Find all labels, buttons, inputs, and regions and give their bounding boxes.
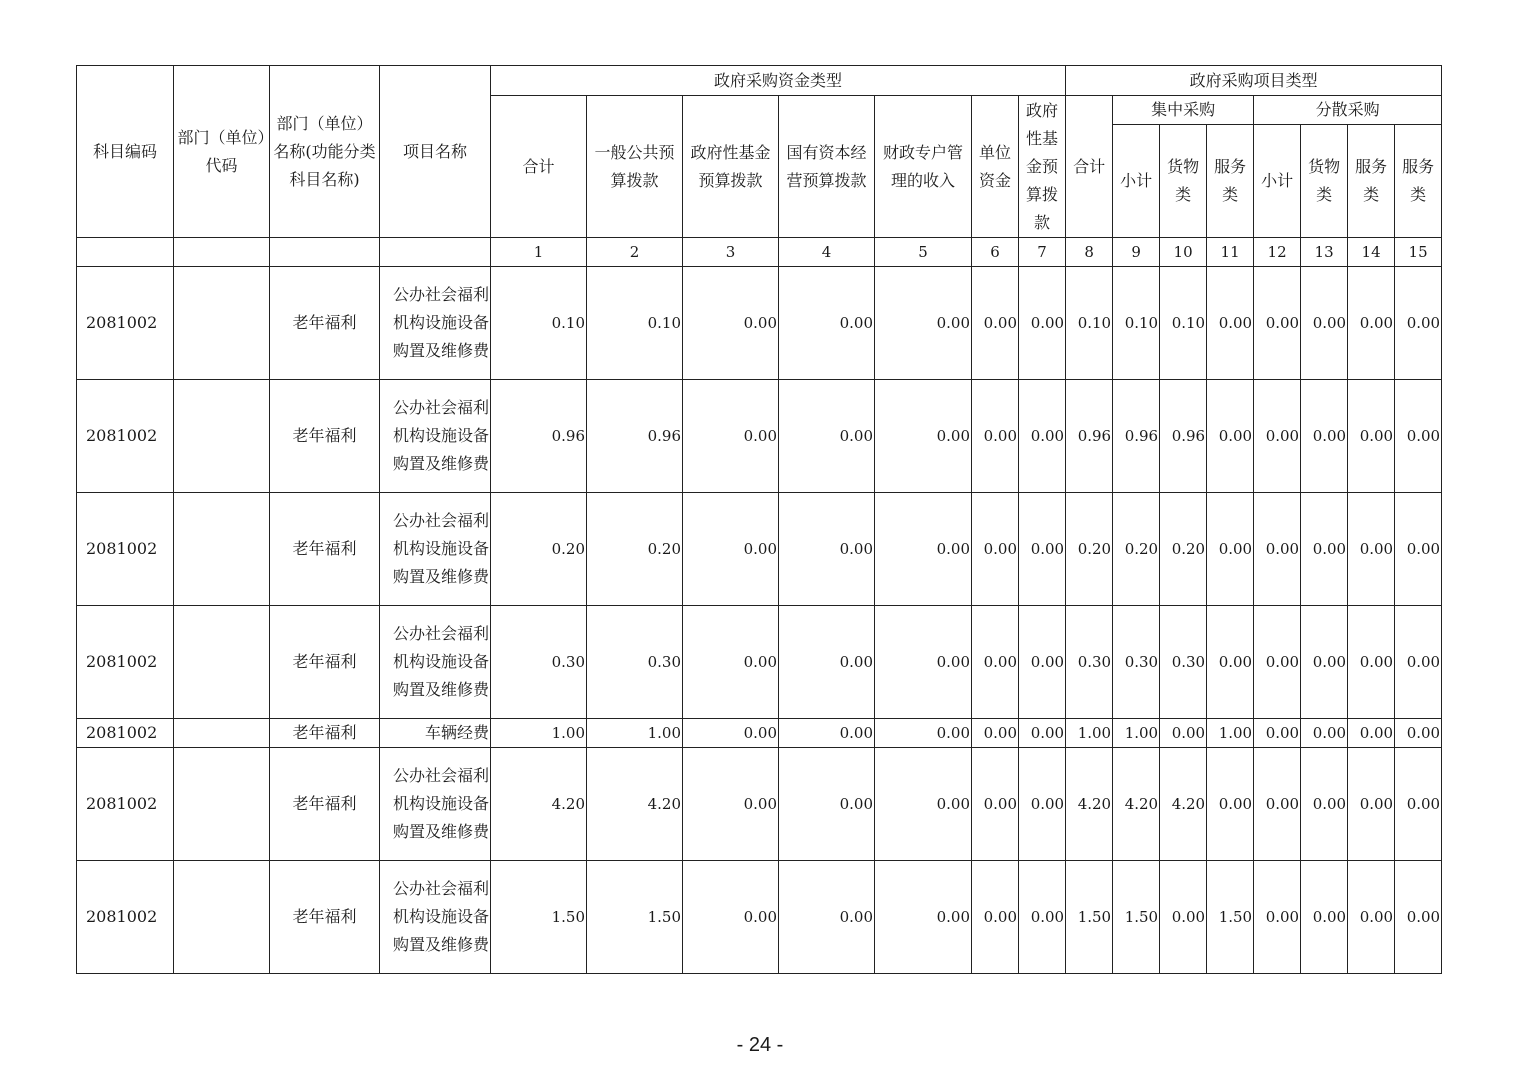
- header-goods: 货物类: [1160, 125, 1207, 238]
- col-index: 11: [1207, 238, 1254, 267]
- dept-code-cell: [174, 380, 270, 493]
- amount-cell: 0.96: [1066, 380, 1113, 493]
- amount-cell: 0.30: [1160, 606, 1207, 719]
- amount-cell: 4.20: [1066, 748, 1113, 861]
- amount-cell: 0.00: [1019, 267, 1066, 380]
- amount-cell: 1.00: [587, 719, 683, 748]
- amount-cell: 0.00: [1160, 719, 1207, 748]
- dept-name-cell: 老年福利: [270, 380, 380, 493]
- dept-code-cell: [174, 606, 270, 719]
- col-index: 5: [875, 238, 972, 267]
- amount-cell: 0.00: [875, 606, 972, 719]
- amount-cell: 0.00: [1301, 380, 1348, 493]
- amount-cell: 4.20: [587, 748, 683, 861]
- amount-cell: 0.00: [683, 267, 779, 380]
- amount-cell: 0.00: [683, 719, 779, 748]
- amount-cell: 0.00: [972, 606, 1019, 719]
- table-row: [77, 748, 1442, 861]
- amount-cell: 0.00: [972, 748, 1019, 861]
- amount-cell: 0.00: [972, 493, 1019, 606]
- dept-code-cell: [174, 267, 270, 380]
- amount-cell: 0.00: [683, 606, 779, 719]
- amount-cell: 0.00: [1348, 719, 1395, 748]
- col-index: 8: [1066, 238, 1113, 267]
- dept-name-cell: 老年福利: [270, 861, 380, 974]
- amount-cell: 0.30: [491, 606, 587, 719]
- header-special-account: 财政专户管理的收入: [875, 96, 972, 238]
- amount-cell: 0.00: [779, 380, 875, 493]
- amount-cell: 0.00: [683, 380, 779, 493]
- amount-cell: 0.00: [1019, 861, 1066, 974]
- header-fund-type-group: 政府采购资金类型: [491, 66, 1066, 96]
- amount-cell: 0.00: [1254, 748, 1301, 861]
- amount-cell: 0.00: [1207, 493, 1254, 606]
- amount-cell: 0.00: [1207, 748, 1254, 861]
- amount-cell: 0.00: [875, 719, 972, 748]
- amount-cell: 0.00: [779, 493, 875, 606]
- amount-cell: 1.00: [1113, 719, 1160, 748]
- project-name-cell: 公办社会福利机构设施设备购置及维修费: [380, 267, 491, 380]
- header-general-budget: 一般公共预算拨款: [587, 96, 683, 238]
- header-blank-cell: [380, 238, 491, 267]
- amount-cell: 0.10: [587, 267, 683, 380]
- amount-cell: 0.00: [779, 719, 875, 748]
- header-services: 服务类: [1207, 125, 1254, 238]
- amount-cell: 0.10: [1160, 267, 1207, 380]
- amount-cell: 0.00: [1019, 606, 1066, 719]
- amount-cell: 0.00: [779, 748, 875, 861]
- amount-cell: 0.00: [972, 267, 1019, 380]
- amount-cell: 0.00: [779, 861, 875, 974]
- amount-cell: 0.00: [1254, 493, 1301, 606]
- subject-code-cell: 2081002: [77, 267, 174, 380]
- dept-name-cell: 老年福利: [270, 748, 380, 861]
- dept-name-cell: 老年福利: [270, 267, 380, 380]
- amount-cell: 0.00: [1395, 493, 1442, 606]
- amount-cell: 0.00: [1207, 380, 1254, 493]
- dept-code-cell: [174, 493, 270, 606]
- amount-cell: 0.00: [1301, 267, 1348, 380]
- amount-cell: 0.00: [1395, 861, 1442, 974]
- dept-code-cell: [174, 861, 270, 974]
- amount-cell: 0.00: [1019, 493, 1066, 606]
- amount-cell: 0.00: [972, 380, 1019, 493]
- table-row: [77, 861, 1442, 974]
- dept-name-cell: 老年福利: [270, 493, 380, 606]
- dept-name-cell: 老年福利: [270, 606, 380, 719]
- amount-cell: 1.50: [491, 861, 587, 974]
- amount-cell: 0.00: [1019, 380, 1066, 493]
- amount-cell: 0.30: [1066, 606, 1113, 719]
- header-blank-cell: [174, 238, 270, 267]
- col-index: 3: [683, 238, 779, 267]
- col-index: 2: [587, 238, 683, 267]
- amount-cell: 0.96: [1113, 380, 1160, 493]
- header-centralized: 集中采购: [1113, 96, 1254, 125]
- amount-cell: 1.00: [1066, 719, 1113, 748]
- project-name-cell: 公办社会福利机构设施设备购置及维修费: [380, 861, 491, 974]
- col-index: 14: [1348, 238, 1395, 267]
- amount-cell: 0.00: [1301, 861, 1348, 974]
- subject-code-cell: 2081002: [77, 606, 174, 719]
- amount-cell: 0.00: [875, 380, 972, 493]
- table-row: [77, 719, 1442, 748]
- col-index: 12: [1254, 238, 1301, 267]
- table-row: [77, 380, 1442, 493]
- project-name-cell: 车辆经费: [380, 719, 491, 748]
- amount-cell: 0.00: [875, 748, 972, 861]
- amount-cell: 0.20: [1066, 493, 1113, 606]
- header-project-type-group: 政府采购项目类型: [1066, 66, 1442, 96]
- table-row: [77, 606, 1442, 719]
- col-index: 1: [491, 238, 587, 267]
- amount-cell: 0.00: [1348, 748, 1395, 861]
- col-index: 4: [779, 238, 875, 267]
- amount-cell: 0.00: [875, 267, 972, 380]
- subject-code-cell: 2081002: [77, 861, 174, 974]
- col-index: 9: [1113, 238, 1160, 267]
- header-dept-name: 部门（单位）名称(功能分类科目名称): [270, 66, 380, 238]
- amount-cell: 0.00: [683, 861, 779, 974]
- header-blank-cell: [77, 238, 174, 267]
- amount-cell: 4.20: [1160, 748, 1207, 861]
- col-index: 7: [1019, 238, 1066, 267]
- amount-cell: 0.00: [1207, 267, 1254, 380]
- header-gov-fund-budget: 政府性基金预算拨款: [683, 96, 779, 238]
- amount-cell: 0.00: [1160, 861, 1207, 974]
- amount-cell: 0.00: [1348, 606, 1395, 719]
- amount-cell: 0.96: [1160, 380, 1207, 493]
- amount-cell: 0.10: [491, 267, 587, 380]
- project-name-cell: 公办社会福利机构设施设备购置及维修费: [380, 748, 491, 861]
- amount-cell: 0.00: [1019, 719, 1066, 748]
- amount-cell: 0.00: [683, 748, 779, 861]
- amount-cell: 0.00: [1254, 719, 1301, 748]
- header-subject-code: 科目编码: [77, 66, 174, 238]
- amount-cell: 4.20: [1113, 748, 1160, 861]
- amount-cell: 0.00: [1395, 267, 1442, 380]
- col-index: 13: [1301, 238, 1348, 267]
- project-name-cell: 公办社会福利机构设施设备购置及维修费: [380, 606, 491, 719]
- amount-cell: 0.00: [683, 493, 779, 606]
- subject-code-cell: 2081002: [77, 719, 174, 748]
- amount-cell: 0.20: [491, 493, 587, 606]
- amount-cell: 4.20: [491, 748, 587, 861]
- header-blank-cell: [270, 238, 380, 267]
- amount-cell: 0.20: [1113, 493, 1160, 606]
- amount-cell: 0.00: [1301, 719, 1348, 748]
- amount-cell: 1.50: [1066, 861, 1113, 974]
- amount-cell: 0.00: [1254, 861, 1301, 974]
- amount-cell: 0.10: [1066, 267, 1113, 380]
- amount-cell: 1.50: [1207, 861, 1254, 974]
- amount-cell: 0.00: [972, 719, 1019, 748]
- project-name-cell: 公办社会福利机构设施设备购置及维修费: [380, 380, 491, 493]
- amount-cell: 0.00: [779, 606, 875, 719]
- header-gov-fund-budget-alloc: 政府性基金预算拨款: [1019, 96, 1066, 238]
- amount-cell: 0.00: [1254, 380, 1301, 493]
- page-number: - 24 -: [736, 1034, 784, 1056]
- amount-cell: 0.00: [779, 267, 875, 380]
- header-state-capital: 国有资本经营预算拨款: [779, 96, 875, 238]
- amount-cell: 0.30: [1113, 606, 1160, 719]
- table-row: [77, 493, 1442, 606]
- col-index: 10: [1160, 238, 1207, 267]
- amount-cell: 0.96: [491, 380, 587, 493]
- amount-cell: 0.10: [1113, 267, 1160, 380]
- header-goods-2: 货物类: [1301, 125, 1348, 238]
- amount-cell: 0.00: [1254, 267, 1301, 380]
- col-index: 15: [1395, 238, 1442, 267]
- amount-cell: 0.00: [1348, 861, 1395, 974]
- header-dept-code: 部门（单位）代码: [174, 66, 270, 238]
- amount-cell: 0.00: [1348, 493, 1395, 606]
- amount-cell: 1.50: [1113, 861, 1160, 974]
- amount-cell: 1.00: [491, 719, 587, 748]
- header-total: 合计: [491, 96, 587, 238]
- amount-cell: 0.00: [1301, 748, 1348, 861]
- table-body: [77, 267, 1442, 974]
- header-subtotal-2: 小计: [1254, 125, 1301, 238]
- amount-cell: 0.00: [1395, 719, 1442, 748]
- amount-cell: 0.00: [1395, 606, 1442, 719]
- header-services-3: 服务类: [1395, 125, 1442, 238]
- header-total-2: 合计: [1066, 96, 1113, 238]
- procurement-budget-table: [76, 65, 1442, 974]
- col-index: 6: [972, 238, 1019, 267]
- amount-cell: 0.20: [587, 493, 683, 606]
- subject-code-cell: 2081002: [77, 380, 174, 493]
- amount-cell: 0.00: [1348, 267, 1395, 380]
- amount-cell: 0.00: [875, 861, 972, 974]
- table-row: [77, 267, 1442, 380]
- amount-cell: 0.00: [1301, 493, 1348, 606]
- amount-cell: 0.96: [587, 380, 683, 493]
- amount-cell: 0.00: [1395, 748, 1442, 861]
- header-decentralized: 分散采购: [1254, 96, 1442, 125]
- dept-name-cell: 老年福利: [270, 719, 380, 748]
- amount-cell: 0.00: [1301, 606, 1348, 719]
- amount-cell: 1.00: [1207, 719, 1254, 748]
- amount-cell: 0.00: [972, 861, 1019, 974]
- amount-cell: 0.00: [1019, 748, 1066, 861]
- header-services-2: 服务类: [1348, 125, 1395, 238]
- amount-cell: 0.00: [1254, 606, 1301, 719]
- subject-code-cell: 2081002: [77, 748, 174, 861]
- header-unit-funds: 单位资金: [972, 96, 1019, 238]
- amount-cell: 0.20: [1160, 493, 1207, 606]
- amount-cell: 1.50: [587, 861, 683, 974]
- subject-code-cell: 2081002: [77, 493, 174, 606]
- project-name-cell: 公办社会福利机构设施设备购置及维修费: [380, 493, 491, 606]
- amount-cell: 0.00: [1207, 606, 1254, 719]
- amount-cell: 0.30: [587, 606, 683, 719]
- amount-cell: 0.00: [1395, 380, 1442, 493]
- amount-cell: 0.00: [875, 493, 972, 606]
- dept-code-cell: [174, 748, 270, 861]
- header-project-name: 项目名称: [380, 66, 491, 238]
- dept-code-cell: [174, 719, 270, 748]
- amount-cell: 0.00: [1348, 380, 1395, 493]
- header-subtotal: 小计: [1113, 125, 1160, 238]
